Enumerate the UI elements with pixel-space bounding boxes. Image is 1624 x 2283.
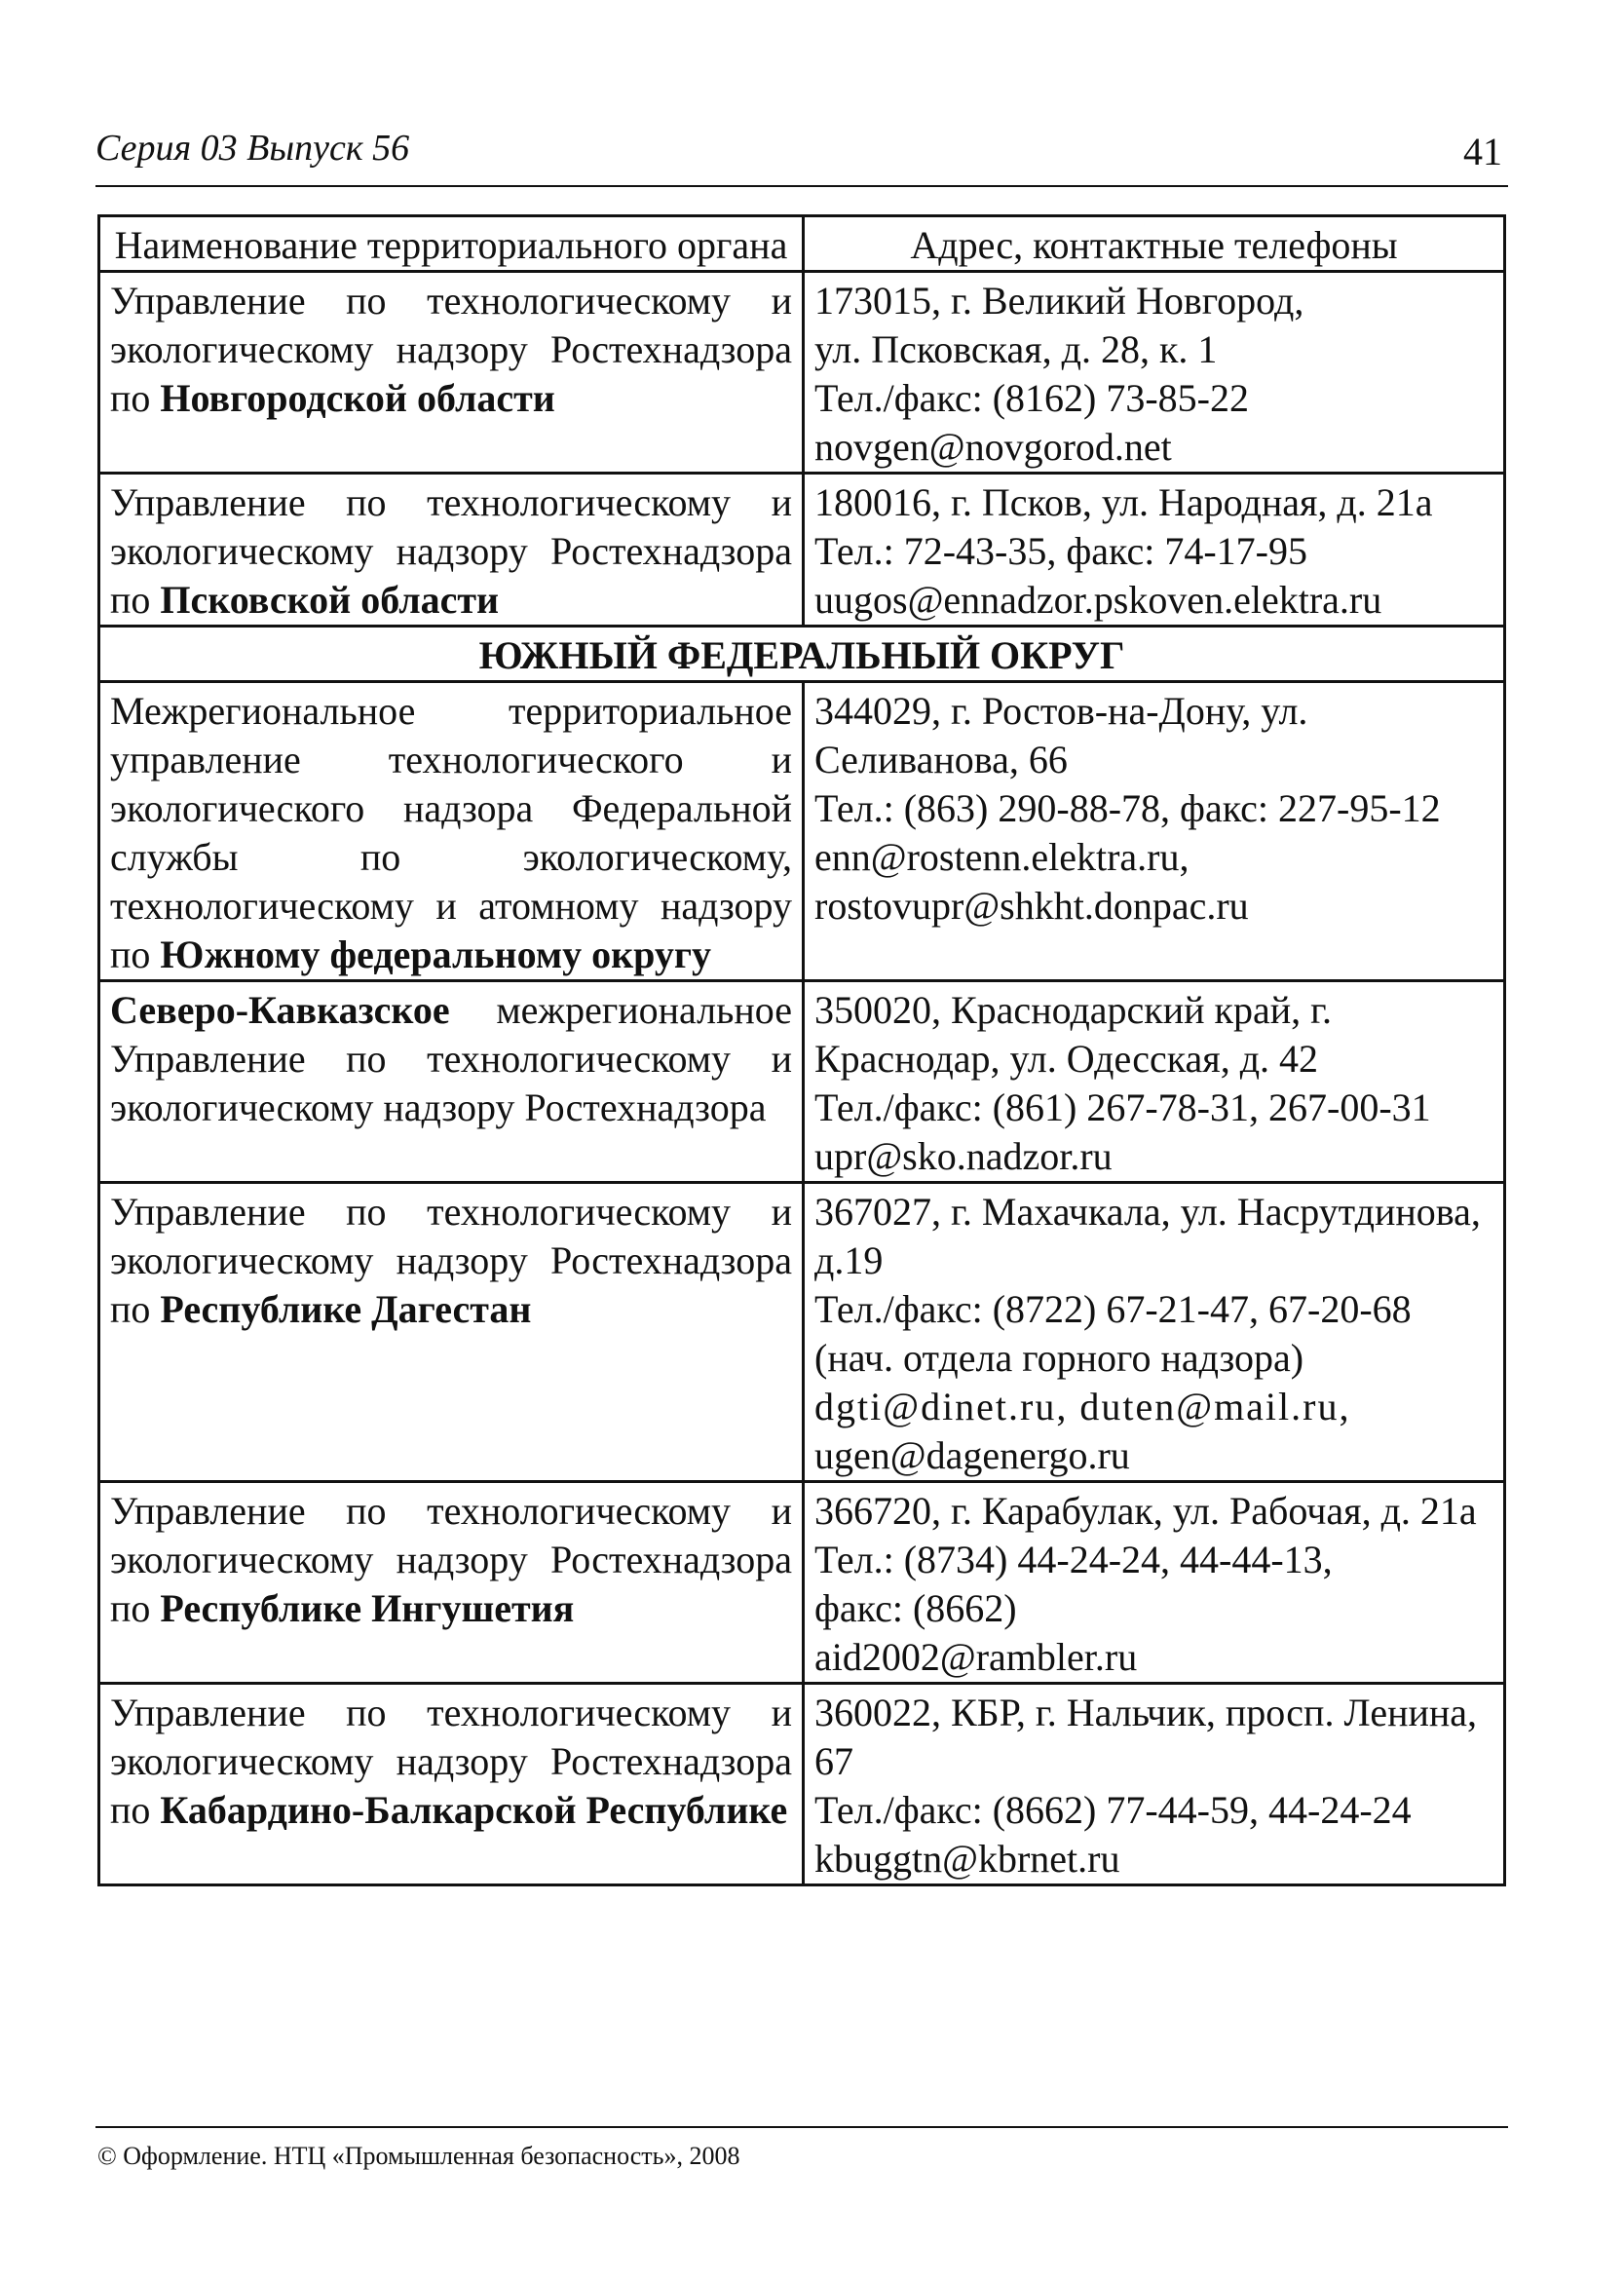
table-row (99, 474, 1505, 627)
organ-region: Кабардино-Балкарской Республике (160, 1788, 788, 1832)
email-line: dgti@dinet.ru, duten@mail.ru, (814, 1385, 1351, 1428)
address-cell (804, 1482, 1505, 1684)
organ-region: Республике Ингушетия (160, 1586, 575, 1630)
organ-name-cell (99, 981, 804, 1183)
address-line: 360022, КБР, г. Нальчик, просп. Ленина, 67 (814, 1691, 1478, 1783)
phone-line: Тел.: (863) 290-88-78, факс: 227-95-12 (814, 786, 1441, 830)
organ-name-text: Управление по технологическому и экологическому надзору Ростехнадзора по (110, 1190, 792, 1331)
page-number: 41 (1463, 130, 1502, 173)
email-line: ugen@dagenergo.ru (814, 1433, 1130, 1477)
email-line: upr@sko.nadzor.ru (814, 1134, 1113, 1178)
phone-line: Тел.: (8734) 44-24-24, 44-44-13, (814, 1538, 1333, 1581)
organ-name-cell (99, 272, 804, 474)
column-header-name: Наименование территориального органа (99, 216, 804, 272)
email-line: enn@rostenn.elektra.ru, (814, 835, 1190, 879)
column-header-address: Адрес, контактные телефоны (804, 216, 1505, 272)
email-line: uugos@ennadzor.pskoven.elektra.ru (814, 578, 1382, 622)
phone-line: Тел./факс: (8722) 67-21-47, 67-20-68 (814, 1287, 1412, 1331)
organ-region: Псковской области (160, 578, 500, 622)
series-label: Серия 03 Выпуск 56 (95, 128, 410, 169)
table-header-row (99, 216, 1505, 272)
section-row (99, 627, 1505, 682)
address-line: 350020, Краснодарский край, г. Краснодар, ул. Одесская, д. 42 (814, 988, 1333, 1081)
address-cell (804, 272, 1505, 474)
address-line: 367027, г. Махачкала, ул. Насрутдинова, д.19 (814, 1190, 1481, 1282)
address-line: 366720, г. Карабулак, ул. Рабочая, д. 21а (814, 1489, 1477, 1533)
phone-line: Тел./факс: (8662) 77-44-59, 44-24-24 (814, 1788, 1412, 1832)
address-cell (804, 1684, 1505, 1885)
table-row (99, 1183, 1505, 1482)
address-cell (804, 682, 1505, 981)
address-line: 344029, г. Ростов-на-Дону, ул. Селиванова, 66 (814, 689, 1308, 781)
organ-name-cell (99, 474, 804, 627)
organ-name-text: Управление по технологическому и экологическому надзору Ростехнадзора по (110, 1691, 792, 1832)
organ-name-text: Управление по технологическому и экологическому надзору Ростехнадзора по (110, 480, 792, 622)
organ-name-cell (99, 682, 804, 981)
address-cell (804, 474, 1505, 627)
table-row (99, 981, 1505, 1183)
phone-line: Тел./факс: (8162) 73-85-22 (814, 376, 1249, 420)
organ-name-text: межрегиональное Управление по технологическому и экологическому надзору Ростехнадзора (110, 988, 792, 1129)
table-row (99, 682, 1505, 981)
address-line: 173015, г. Великий Новгород, (814, 279, 1304, 323)
fax-line: факс: (8662) (814, 1586, 1017, 1630)
organ-name-text: Управление по технологическому и экологическому надзору Ростехнадзора по (110, 279, 792, 420)
running-header (95, 127, 1508, 187)
email-line: aid2002@rambler.ru (814, 1635, 1138, 1679)
phone-line: Тел.: 72-43-35, факс: 74-17-95 (814, 529, 1307, 573)
organ-name-text: Управление по технологическому и экологическому надзору Ростехнадзора по (110, 1489, 792, 1630)
organ-name-cell (99, 1183, 804, 1482)
organ-name-cell (99, 1684, 804, 1885)
note-line: (нач. отдела горного надзора) (814, 1336, 1304, 1380)
email-line: novgen@novgorod.net (814, 425, 1172, 469)
organ-name-text: Межрегиональное территориальное управление технологического и экологического надзора Федеральной службы по экологическому, технологическому и атомному надзору по (110, 689, 792, 976)
organ-region: Республике Дагестан (160, 1287, 532, 1331)
organ-region: Северо-Кавказское (110, 988, 450, 1032)
email-line: kbuggtn@kbrnet.ru (814, 1837, 1120, 1881)
organ-region: Новгородской области (160, 376, 555, 420)
table-row (99, 1482, 1505, 1684)
territorial-bodies-table (97, 214, 1506, 1886)
organ-region: Южному федеральному округу (160, 932, 712, 976)
address-line: ул. Псковская, д. 28, к. 1 (814, 327, 1218, 371)
footer-divider (95, 2126, 1508, 2128)
phone-line: Тел./факс: (861) 267-78-31, 267-00-31 (814, 1085, 1431, 1129)
address-cell (804, 981, 1505, 1183)
address-line: 180016, г. Псков, ул. Народная, д. 21а (814, 480, 1433, 524)
table-row (99, 1684, 1505, 1885)
table-row (99, 272, 1505, 474)
section-heading: ЮЖНЫЙ ФЕДЕРАЛЬНЫЙ ОКРУГ (99, 627, 1505, 682)
email-line: rostovupr@shkht.donpac.ru (814, 884, 1249, 928)
copyright-footer: © Оформление. НТЦ «Промышленная безопасность», 2008 (97, 2142, 740, 2170)
organ-name-cell (99, 1482, 804, 1684)
address-cell (804, 1183, 1505, 1482)
